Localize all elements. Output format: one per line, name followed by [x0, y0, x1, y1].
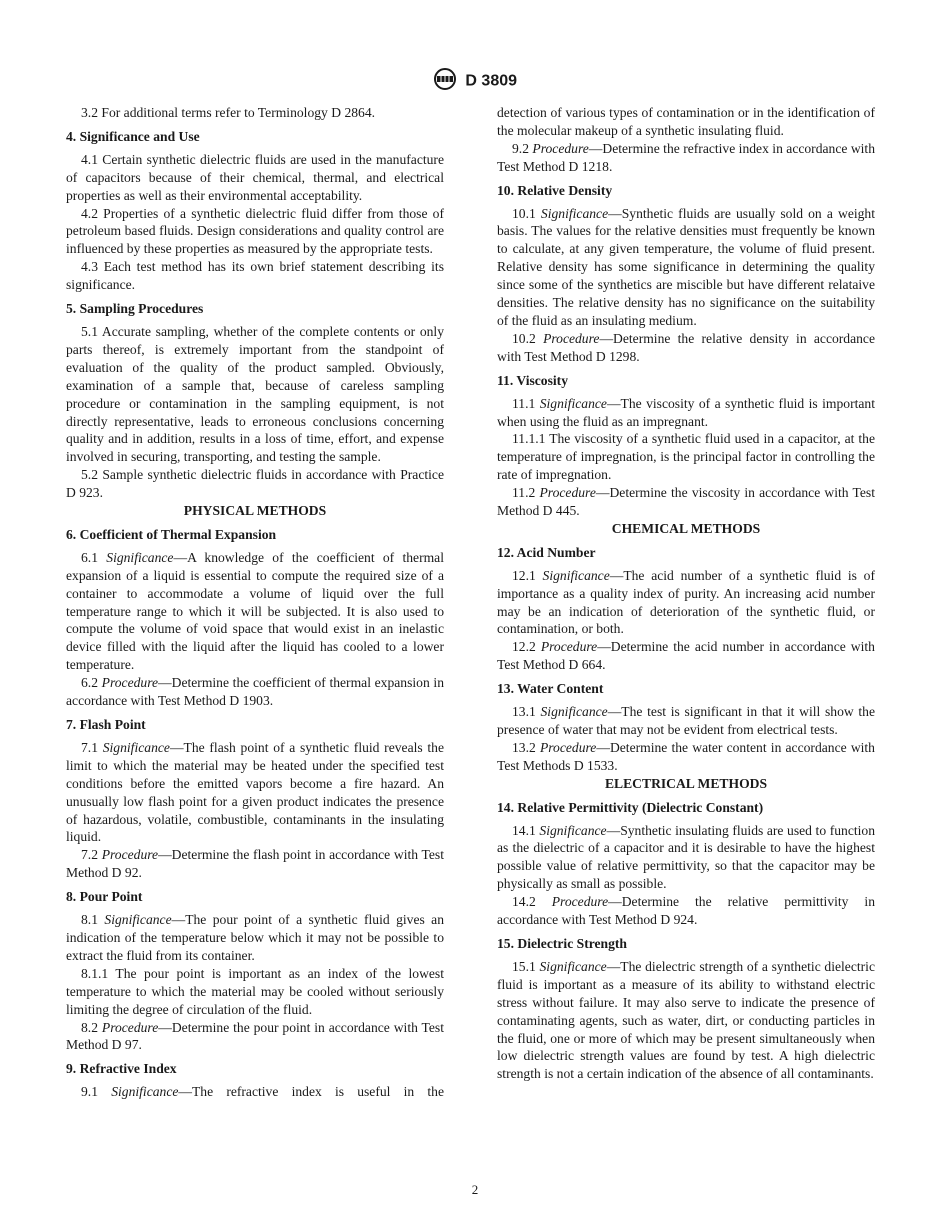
section-10-heading: 10. Relative Density: [497, 182, 613, 198]
procedure-label: Procedure: [101, 847, 159, 863]
paragraph-10-2: [497, 330, 875, 366]
left-column: [66, 104, 444, 1101]
paragraph-number: 12.1: [512, 567, 536, 583]
right-column: [497, 104, 875, 1083]
significance-label: Significance: [540, 205, 609, 221]
paragraph-number: 9.1: [81, 1084, 98, 1100]
paragraph-9-2: [497, 140, 875, 176]
significance-label: Significance: [542, 567, 610, 583]
paragraph-11-2: [497, 484, 875, 520]
procedure-label: Procedure: [101, 675, 159, 691]
paragraph-number: 14.1: [512, 822, 536, 838]
section-13-heading: 13. Water Content: [497, 681, 604, 697]
paragraph-text: —The flash point of a synthetic fluid reveals the limit to which the material may be heated under the specified test conditions before the emitted vapors become a fire hazard. An unusually low flash point for a given product indicates the presence of hazardous, volatile, combustible, contaminants in the insulating liquid.: [66, 739, 444, 845]
paragraph-text: —Determine the water content in accordance with Test Methods D 1533.: [497, 739, 875, 773]
chemical-methods-heading: CHEMICAL METHODS: [611, 520, 761, 536]
section-9-heading: 9. Refractive Index: [66, 1061, 177, 1077]
paragraph-text: —Determine the refractive index in accordance with Test Method D 1218.: [497, 140, 875, 174]
paragraph-14-2: [497, 893, 875, 929]
paragraph-5-2: 5.2 Sample synthetic dielectric fluids in accordance with Practice D 923.: [66, 467, 444, 501]
paragraph-text: —The viscosity of a synthetic fluid is important when using the fluid as an impregnant.: [497, 395, 875, 429]
paragraph-8-1: [66, 911, 444, 965]
paragraph-4-3: 4.3 Each test method has its own brief statement describing its significance.: [66, 259, 444, 293]
section-5-heading: 5. Sampling Procedures: [66, 301, 204, 317]
paragraph-text: —The test is significant in that it will show the presence of water that may not be evident from electrical tests.: [497, 704, 875, 737]
paragraph-text: —Determine the viscosity in accordance with Test Method D 445.: [497, 485, 875, 519]
paragraph-number: 11.2: [512, 485, 536, 501]
section-7-heading: 7. Flash Point: [66, 717, 146, 732]
paragraph-7-1: [66, 739, 444, 846]
paragraph-4-1: 4.1 Certain synthetic dielectric fluids are used in the manufacture of capacitors because of their chemical, thermal, and electrical properties as well as their environmental acceptability.: [66, 151, 444, 203]
paragraph-number: 8.1: [81, 912, 98, 928]
paragraph-text: —Determine the relative density in accordance with Test Method D 1298.: [497, 330, 875, 364]
paragraph-number: 15.1: [512, 958, 536, 974]
section-6-heading: 6. Coefficient of Thermal Expansion: [66, 526, 277, 542]
paragraph-text: —The pour point of a synthetic fluid gives an indication of the temperature below which it may not be possible to extract the fluid from its container.: [66, 912, 444, 963]
significance-label: Significance: [111, 1084, 179, 1100]
paragraph-text: —A knowledge of the coefficient of thermal expansion of a liquid is essential to compute the required size of a container to accommodate a volume of liquid over the full temperature range to which it will be subjected. It is also used to compute the volume of void space that would exist in an inelastic device filled with the liquid after the liquid has cooled to a lower temperature.: [66, 549, 444, 673]
section-15-heading: 15. Dielectric Strength: [497, 935, 627, 951]
procedure-label: Procedure: [540, 639, 598, 655]
procedure-label: Procedure: [539, 485, 596, 501]
significance-label: Significance: [539, 822, 607, 838]
procedure-label: Procedure: [532, 140, 589, 156]
paragraph-text: —Determine the acid number in accordance with Test Method D 664.: [497, 639, 875, 673]
paragraph-text: —Synthetic insulating fluids are used to function as the dielectric of a capacitor and it is desirable to have the highest possible value of relative permittivity, so that the capacitor may be physically as small as possible.: [497, 822, 875, 892]
paragraph-10-1: [497, 205, 875, 330]
paragraph-9-1-continued: detection of various types of contamination or in the identification of the molecular makeup of a synthetic insulating fluid.: [497, 105, 875, 138]
paragraph-6-2: [66, 674, 444, 710]
paragraph-4-2: 4.2 Properties of a synthetic dielectric fluid differ from those of petroleum based fluids. Design considerations and quality control are influenced by these properties as measured by the appropriate tests.: [66, 205, 444, 257]
paragraph-5-1: 5.1 Accurate sampling, whether of the complete contents or only parts thereof, is extremely important from the standpoint of evaluation of the quality of the product sampled. Obviously, examination of a sample that, because of careless sampling procedure or contamination in the sampling equipment, is not directly representative, leads to erroneous conclusions concerning quality and in addition, results in a loss of time, effort, and expense involved in securing, transporting, and testing the sample.: [66, 323, 444, 465]
paragraph-8-2: [66, 1019, 444, 1055]
significance-label: Significance: [102, 739, 170, 755]
paragraph-8-1-1: 8.1.1 The pour point is important as an index of the lowest temperature to which the material may be cooled without seriously limiting the degree of circulation of the fluid.: [66, 965, 444, 1017]
significance-label: Significance: [104, 912, 172, 928]
paragraph-12-2: [497, 638, 875, 674]
procedure-label: Procedure: [551, 894, 609, 910]
section-4-heading: 4. Significance and Use: [66, 128, 200, 144]
paragraph-text: —The refractive index is useful in the: [178, 1084, 445, 1100]
section-11-heading: 11. Viscosity: [497, 372, 568, 388]
physical-methods-heading: PHYSICAL METHODS: [183, 503, 327, 519]
procedure-label: Procedure: [101, 1019, 159, 1035]
page-header: [0, 68, 950, 95]
paragraph-number: 11.1: [512, 395, 536, 411]
paragraph-text: —Determine the relative permittivity in accordance with Test Method D 924.: [497, 894, 875, 928]
paragraph-text: —Determine the pour point in accordance with Test Method D 97.: [66, 1019, 444, 1053]
paragraph-15-1: [497, 958, 875, 1083]
paragraph-11-1: [497, 395, 875, 431]
paragraph-number: 7.2: [81, 847, 98, 863]
section-12-heading: 12. Acid Number: [497, 544, 596, 560]
paragraph-number: 12.2: [512, 639, 536, 655]
paragraph-number: 14.2: [512, 894, 536, 910]
paragraph-7-2: [66, 846, 444, 882]
electrical-methods-heading: ELECTRICAL METHODS: [604, 775, 768, 791]
significance-label: Significance: [540, 704, 608, 720]
paragraph-number: 9.2: [512, 140, 529, 156]
significance-label: Significance: [106, 549, 174, 565]
document-number: D 3809: [465, 72, 518, 90]
paragraph-text: —Determine the flash point in accordance with Test Method D 92.: [66, 847, 444, 881]
paragraph-14-1: [497, 822, 875, 894]
paragraph-number: 10.2: [512, 330, 536, 346]
paragraph-text: —Determine the coefficient of thermal expansion in accordance with Test Method D 1903.: [66, 675, 444, 709]
paragraph-6-1: [66, 549, 444, 674]
paragraph-number: 6.2: [81, 675, 98, 691]
page-number: 2: [471, 1182, 479, 1197]
paragraph-number: 13.2: [512, 739, 536, 755]
paragraph-13-2: [497, 739, 875, 775]
section-14-heading: 14. Relative Permittivity (Dielectric Constant): [497, 799, 764, 815]
paragraph-9-1: [66, 1083, 444, 1101]
procedure-label: Procedure: [539, 739, 597, 755]
paragraph-number: 7.1: [81, 739, 98, 755]
procedure-label: Procedure: [543, 330, 600, 346]
paragraph-text: —The dielectric strength of a synthetic dielectric fluid is important as a measure of its ability to withstand electric stress without failure. It may also serve to indicate the presence of contaminating agents, such as water, dirt, or conducting particles in the fluid, one or more of which may be present simultaneously when low dielectric strength values are found by test. A high dielectric strength is not a certain indication of the absence of all contaminants.: [497, 958, 875, 1082]
astm-logo-icon: [433, 68, 457, 95]
paragraph-text: —The acid number of a synthetic fluid is of importance as a quality index of purity. An increasing acid number may be an indication of deterioration of the synthetic fluid, or contamination, or both.: [497, 567, 875, 637]
paragraph-3-2: 3.2 For additional terms refer to Terminology D 2864.: [81, 105, 376, 120]
section-8-heading: 8. Pour Point: [66, 889, 143, 905]
paragraph-13-1: [497, 703, 875, 739]
paragraph-11-1-1: 11.1.1 The viscosity of a synthetic fluid used in a capacitor, at the temperature of impregnation, is the principal factor in controlling the rate of impregnation.: [497, 431, 875, 483]
paragraph-number: 10.1: [512, 205, 536, 221]
paragraph-12-1: [497, 567, 875, 639]
significance-label: Significance: [539, 958, 607, 974]
paragraph-number: 6.1: [81, 549, 98, 565]
paragraph-text: —Synthetic fluids are usually sold on a weight basis. The values for the relative densities must frequently be known to calculate, at any given temperature, the volume of fluid present. Relative density has some significance in determining the quality since some of the synthetics are miscible but have different relataive densities. The relative density has no significance on the suitability of the fluid as an insulating medium.: [497, 205, 875, 328]
significance-label: Significance: [539, 395, 607, 411]
paragraph-number: 13.1: [512, 704, 536, 720]
paragraph-number: 8.2: [81, 1019, 98, 1035]
